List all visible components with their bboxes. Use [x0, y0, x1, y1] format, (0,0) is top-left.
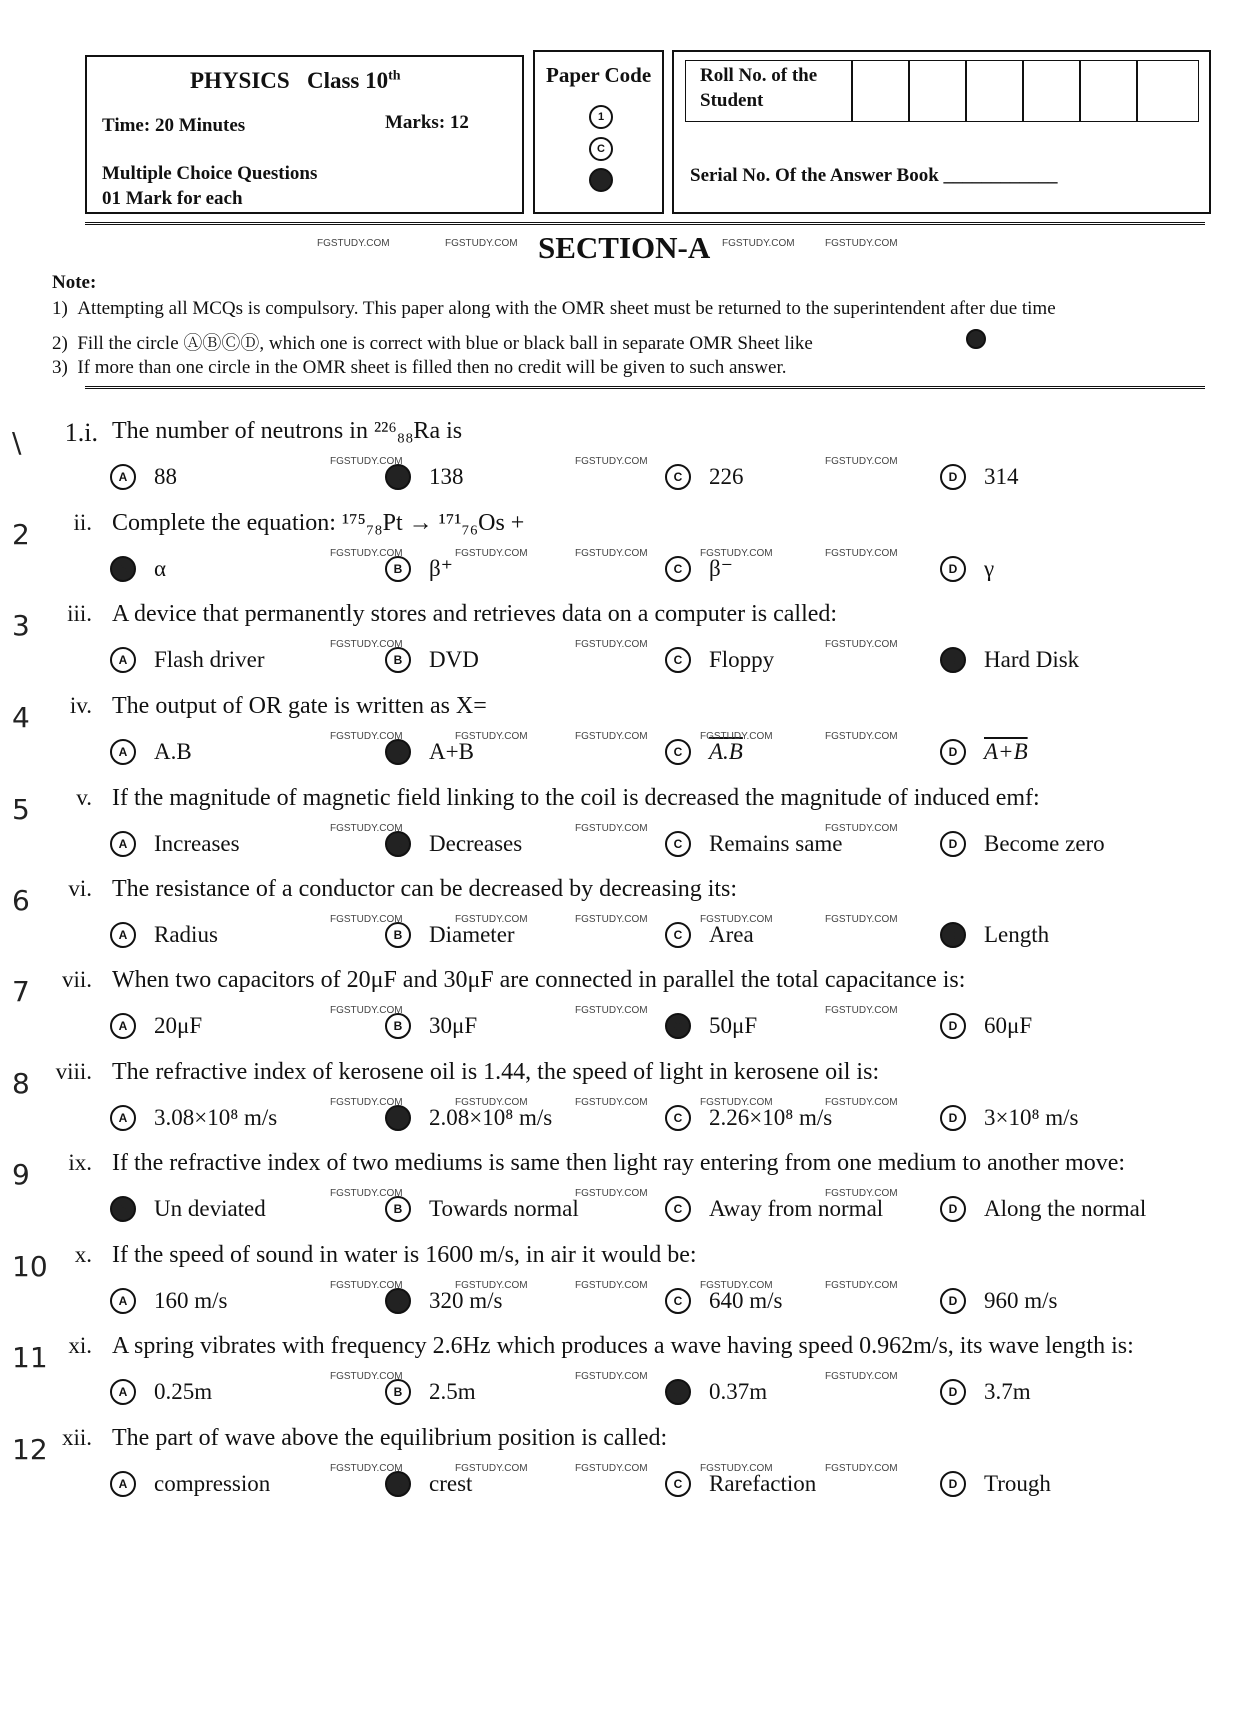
option-d[interactable] [940, 739, 1028, 765]
option-b[interactable] [385, 1105, 552, 1131]
watermark: FGSTUDY.COM [575, 1188, 648, 1199]
watermark: FGSTUDY.COM [722, 238, 795, 249]
option-circle-icon[interactable]: D [940, 1196, 966, 1222]
option-c[interactable] [665, 739, 743, 765]
option-b[interactable] [385, 922, 515, 948]
note-item-2: 2) Fill the circle ⒶⒷⒸⒹ, which one is correct with blue or black ball in separate OMR Sheet like [52, 333, 813, 354]
option-label: Become zero [984, 831, 1105, 856]
option-d[interactable] [940, 1105, 1078, 1131]
option-label: Un deviated [154, 1196, 266, 1221]
option-circle-icon[interactable]: A [110, 1288, 136, 1314]
option-label: Rarefaction [709, 1471, 817, 1496]
option-circle-icon[interactable]: B [385, 922, 411, 948]
question-number: xi. [68, 1333, 92, 1358]
handwritten-mark: 5 [12, 793, 30, 826]
option-label: 88 [154, 464, 177, 489]
watermark: FGSTUDY.COM [825, 1463, 898, 1474]
watermark: FGSTUDY.COM [575, 548, 648, 559]
note-rule [85, 386, 1205, 389]
option-c[interactable] [665, 922, 754, 948]
option-label: Decreases [429, 831, 523, 856]
option-label: 60μF [984, 1013, 1033, 1038]
question-number: iii. [67, 601, 92, 626]
watermark: FGSTUDY.COM [825, 456, 898, 467]
watermark: FGSTUDY.COM [455, 1463, 528, 1474]
option-a[interactable] [110, 1379, 212, 1405]
option-label: Increases [154, 831, 240, 856]
handwritten-mark: \ [12, 426, 22, 459]
question-text: A spring vibrates with frequency 2.6Hz which produces a wave having speed 0.962m/s, its wave length is: [112, 1333, 1134, 1359]
paper-code-label: Paper Code [546, 63, 652, 87]
option-label: α [154, 556, 167, 581]
option-label: 320 m/s [429, 1288, 503, 1313]
top-rule [85, 222, 1205, 225]
question-text: If the speed of sound in water is 1600 m/s, in air it would be: [112, 1242, 697, 1268]
question-text: The part of wave above the equilibrium position is called: [112, 1425, 668, 1451]
watermark: FGSTUDY.COM [330, 731, 403, 742]
question-text: Complete the equation: ¹⁷⁵₇₈Pt → ¹⁷¹₇₆Os + [112, 510, 525, 536]
option-label: 2.5m [429, 1379, 476, 1404]
mcq-line1: Multiple Choice Questions [102, 163, 318, 184]
watermark: FGSTUDY.COM [575, 1097, 648, 1108]
option-label: β⁺ [429, 556, 453, 581]
option-circle-icon[interactable]: A [110, 1013, 136, 1039]
option-circle-icon[interactable]: C [665, 1013, 691, 1039]
option-circle-icon[interactable]: D [940, 1288, 966, 1314]
option-label: A.B [709, 739, 743, 764]
option-circle-icon[interactable]: B [385, 556, 411, 582]
subject-title: PHYSICS Class 10th [190, 68, 401, 93]
option-label: 50μF [709, 1013, 758, 1038]
option-circle-icon[interactable]: D [940, 831, 966, 857]
option-label: 0.37m [709, 1379, 768, 1404]
option-circle-icon[interactable]: A [110, 831, 136, 857]
handwritten-mark: 6 [12, 884, 30, 917]
option-circle-icon[interactable]: A [110, 1379, 136, 1405]
option-a[interactable] [110, 647, 265, 673]
roll-cell-4[interactable] [1023, 60, 1080, 122]
option-d[interactable] [940, 1288, 1057, 1314]
option-circle-icon[interactable]: D [940, 739, 966, 765]
option-circle-icon[interactable]: D [940, 1471, 966, 1497]
watermark: FGSTUDY.COM [330, 548, 403, 559]
option-label: Hard Disk [984, 647, 1080, 672]
question-text: When two capacitors of 20μF and 30μF are connected in parallel the total capacitance is: [112, 967, 966, 993]
option-circle-icon[interactable]: C [665, 647, 691, 673]
option-circle-icon[interactable]: C [665, 739, 691, 765]
option-circle-icon[interactable]: D [940, 556, 966, 582]
option-c[interactable] [665, 1013, 757, 1039]
watermark: FGSTUDY.COM [575, 731, 648, 742]
watermark: FGSTUDY.COM [825, 1097, 898, 1108]
roll-cell-5[interactable] [1080, 60, 1137, 122]
option-a[interactable] [110, 464, 177, 490]
option-a[interactable] [110, 1105, 277, 1131]
option-d[interactable] [940, 464, 1019, 490]
option-circle-icon[interactable]: C [665, 464, 691, 490]
option-b[interactable] [385, 464, 464, 490]
option-circle-icon[interactable]: B [385, 647, 411, 673]
option-c[interactable] [665, 1288, 782, 1314]
option-circle-icon[interactable]: C [665, 556, 691, 582]
watermark: FGSTUDY.COM [825, 548, 898, 559]
option-label: A+B [429, 739, 474, 764]
option-d[interactable] [940, 1196, 1146, 1222]
watermark: FGSTUDY.COM [575, 823, 648, 834]
option-circle-icon[interactable]: C [665, 1196, 691, 1222]
option-circle-icon[interactable]: D [940, 1105, 966, 1131]
watermark: FGSTUDY.COM [330, 456, 403, 467]
handwritten-mark: 3 [12, 609, 30, 642]
watermark: FGSTUDY.COM [700, 1097, 773, 1108]
question-text: If the refractive index of two mediums is same then light ray entering from one medium to another move: [112, 1150, 1126, 1176]
watermark: FGSTUDY.COM [825, 1280, 898, 1291]
option-label: γ [984, 556, 995, 581]
question-number: xii. [61, 1425, 92, 1450]
question-number: ix. [68, 1150, 92, 1175]
time-label: Time: 20 Minutes [102, 115, 246, 136]
option-label: A+B [984, 739, 1028, 764]
roll-cell-1[interactable] [852, 60, 909, 122]
section-title: SECTION-A [538, 230, 711, 265]
option-label: 3.08×10⁸ m/s [154, 1105, 278, 1130]
watermark: FGSTUDY.COM [575, 1280, 648, 1291]
watermark: FGSTUDY.COM [455, 548, 528, 559]
option-circle-icon[interactable]: B [385, 1379, 411, 1405]
option-circle-icon[interactable]: B [385, 1013, 411, 1039]
option-label: 2.08×10⁸ m/s [429, 1105, 553, 1130]
option-circle-icon[interactable]: C [665, 831, 691, 857]
option-circle-icon[interactable]: B [385, 739, 411, 765]
roll-cell-6[interactable] [1137, 60, 1199, 122]
option-d[interactable] [940, 1471, 1051, 1497]
watermark: FGSTUDY.COM [700, 914, 773, 925]
option-label: crest [429, 1471, 473, 1496]
option-b[interactable] [385, 1471, 472, 1497]
watermark: FGSTUDY.COM [700, 1463, 773, 1474]
option-label: Towards normal [429, 1196, 579, 1221]
option-circle-icon[interactable]: A [110, 1105, 136, 1131]
option-label: 0.25m [154, 1379, 213, 1404]
watermark: FGSTUDY.COM [575, 639, 648, 650]
option-a[interactable] [110, 1196, 266, 1222]
watermark: FGSTUDY.COM [575, 1005, 648, 1016]
option-d[interactable] [940, 922, 1049, 948]
watermark: FGSTUDY.COM [330, 1280, 403, 1291]
option-label: DVD [429, 647, 479, 672]
watermark: FGSTUDY.COM [330, 1188, 403, 1199]
option-circle-icon[interactable]: A [110, 922, 136, 948]
question-text: A device that permanently stores and retrieves data on a computer is called: [112, 601, 838, 627]
watermark: FGSTUDY.COM [330, 823, 403, 834]
option-c[interactable] [665, 464, 744, 490]
option-b[interactable] [385, 1196, 579, 1222]
option-label: 138 [429, 464, 464, 489]
option-circle-icon[interactable]: C [665, 1471, 691, 1497]
option-c[interactable] [665, 1379, 767, 1405]
question-number: 1.i. [64, 418, 98, 447]
note-item-3: 3) If more than one circle in the OMR sheet is filled then no credit will be given to such answer. [52, 357, 787, 378]
option-d[interactable] [940, 1379, 1031, 1405]
option-label: 640 m/s [709, 1288, 783, 1313]
option-label: β⁻ [709, 556, 733, 581]
question-number: v. [76, 785, 92, 810]
option-label: 960 m/s [984, 1288, 1058, 1313]
watermark: FGSTUDY.COM [455, 1097, 528, 1108]
option-label: Along the normal [984, 1196, 1147, 1221]
question-number: iv. [69, 693, 92, 718]
option-label: Away from normal [709, 1196, 884, 1221]
option-c[interactable] [665, 556, 733, 582]
roll-label-2: Student [700, 90, 764, 111]
question-number: vi. [68, 876, 92, 901]
option-circle-icon[interactable]: C [665, 1105, 691, 1131]
roll-label-1: Roll No. of the [700, 65, 818, 86]
watermark: FGSTUDY.COM [330, 1371, 403, 1382]
option-d[interactable] [940, 556, 994, 582]
option-label: Remains same [709, 831, 843, 856]
option-a[interactable] [110, 922, 218, 948]
option-circle-icon[interactable]: D [940, 1379, 966, 1405]
option-circle-icon[interactable]: B [385, 1196, 411, 1222]
handwritten-mark: 9 [12, 1158, 30, 1191]
watermark: FGSTUDY.COM [330, 1005, 403, 1016]
watermark: FGSTUDY.COM [825, 238, 898, 249]
option-b[interactable] [385, 1013, 477, 1039]
watermark: FGSTUDY.COM [700, 731, 773, 742]
option-label: 226 [709, 464, 744, 489]
option-b[interactable] [385, 739, 474, 765]
filled-circle-example [966, 329, 986, 349]
question-text: The refractive index of kerosene oil is 1.44, the speed of light in kerosene oil is: [112, 1059, 880, 1085]
option-a[interactable] [110, 1471, 270, 1497]
option-circle-icon[interactable]: D [940, 647, 966, 673]
watermark: FGSTUDY.COM [575, 1371, 648, 1382]
watermark: FGSTUDY.COM [575, 456, 648, 467]
option-c[interactable] [665, 1196, 883, 1222]
option-a[interactable] [110, 556, 166, 582]
option-c[interactable] [665, 1471, 816, 1497]
option-circle-icon[interactable]: A [110, 647, 136, 673]
watermark: FGSTUDY.COM [317, 238, 390, 249]
note-label: Note: [52, 272, 97, 293]
watermark: FGSTUDY.COM [330, 639, 403, 650]
question-number: ii. [73, 510, 92, 535]
watermark: FGSTUDY.COM [700, 1280, 773, 1291]
option-label: Radius [154, 922, 218, 947]
watermark: FGSTUDY.COM [825, 731, 898, 742]
paper-code-option-3[interactable]: ● [589, 168, 613, 192]
watermark: FGSTUDY.COM [825, 639, 898, 650]
option-b[interactable] [385, 556, 453, 582]
paper-code-option-1[interactable]: 1 [589, 105, 613, 129]
roll-cell-2[interactable] [909, 60, 966, 122]
option-c[interactable] [665, 647, 774, 673]
option-circle-icon[interactable]: C [665, 922, 691, 948]
option-circle-icon[interactable]: B [385, 464, 411, 490]
watermark: FGSTUDY.COM [825, 823, 898, 834]
watermark: FGSTUDY.COM [575, 914, 648, 925]
option-c[interactable] [665, 831, 843, 857]
option-label: 30μF [429, 1013, 478, 1038]
option-circle-icon[interactable]: A [110, 1196, 136, 1222]
paper-code-option-2[interactable]: C [589, 137, 613, 161]
option-label: 3.7m [984, 1379, 1031, 1404]
option-b[interactable] [385, 831, 522, 857]
watermark: FGSTUDY.COM [455, 914, 528, 925]
option-label: Flash driver [154, 647, 265, 672]
marks-label: Marks: 12 [385, 112, 469, 133]
option-a[interactable] [110, 1013, 202, 1039]
option-circle-icon[interactable]: B [385, 1471, 411, 1497]
option-circle-icon[interactable]: D [940, 464, 966, 490]
option-a[interactable] [110, 831, 240, 857]
option-circle-icon[interactable]: D [940, 1013, 966, 1039]
watermark: FGSTUDY.COM [455, 1280, 528, 1291]
option-circle-icon[interactable]: A [110, 739, 136, 765]
option-circle-icon[interactable]: C [665, 1379, 691, 1405]
option-label: Floppy [709, 647, 775, 672]
option-circle-icon[interactable]: B [385, 1105, 411, 1131]
question-number: vii. [61, 967, 92, 992]
option-label: 3×10⁸ m/s [984, 1105, 1079, 1130]
option-label: compression [154, 1471, 271, 1496]
watermark: FGSTUDY.COM [330, 914, 403, 925]
serial-label: Serial No. Of the Answer Book ____________ [690, 165, 1058, 186]
option-a[interactable] [110, 739, 192, 765]
option-d[interactable] [940, 831, 1105, 857]
watermark: FGSTUDY.COM [825, 1371, 898, 1382]
watermark: FGSTUDY.COM [825, 1005, 898, 1016]
watermark: FGSTUDY.COM [825, 1188, 898, 1199]
watermark: FGSTUDY.COM [330, 1097, 403, 1108]
watermark: FGSTUDY.COM [455, 731, 528, 742]
handwritten-mark: 12 [12, 1433, 48, 1466]
option-label: 314 [984, 464, 1019, 489]
option-circle-icon[interactable]: A [110, 1471, 136, 1497]
question-number: x. [74, 1242, 92, 1267]
handwritten-mark: 10 [12, 1250, 48, 1283]
watermark: FGSTUDY.COM [575, 1463, 648, 1474]
question-text: If the magnitude of magnetic field linking to the coil is decreased the magnitude of induced emf: [112, 785, 1040, 811]
handwritten-mark: 7 [12, 975, 30, 1008]
mcq-line2: 01 Mark for each [102, 188, 243, 209]
question-text: The output of OR gate is written as X= [112, 693, 487, 719]
option-b[interactable] [385, 1288, 502, 1314]
handwritten-mark: 4 [12, 701, 30, 734]
option-circle-icon[interactable]: C [665, 1288, 691, 1314]
handwritten-mark: 2 [12, 518, 30, 551]
question-text: The resistance of a conductor can be decreased by decreasing its: [112, 876, 738, 902]
option-label: 2.26×10⁸ m/s [709, 1105, 833, 1130]
option-c[interactable] [665, 1105, 832, 1131]
roll-cell-3[interactable] [966, 60, 1023, 122]
watermark: FGSTUDY.COM [330, 1463, 403, 1474]
option-d[interactable] [940, 647, 1079, 673]
option-circle-icon[interactable]: D [940, 922, 966, 948]
option-circle-icon[interactable]: B [385, 1288, 411, 1314]
option-d[interactable] [940, 1013, 1032, 1039]
handwritten-mark: 11 [12, 1341, 48, 1374]
watermark: FGSTUDY.COM [445, 238, 518, 249]
option-b[interactable] [385, 1379, 476, 1405]
option-b[interactable] [385, 647, 479, 673]
option-label: Diameter [429, 922, 515, 947]
option-label: A.B [154, 739, 192, 764]
option-a[interactable] [110, 1288, 227, 1314]
option-label: 20μF [154, 1013, 203, 1038]
option-label: 160 m/s [154, 1288, 228, 1313]
option-circle-icon[interactable]: B [385, 831, 411, 857]
handwritten-mark: 8 [12, 1067, 30, 1100]
option-label: Trough [984, 1471, 1051, 1496]
option-label: Area [709, 922, 754, 947]
option-label: Length [984, 922, 1050, 947]
note-item-1: 1) Attempting all MCQs is compulsory. This paper along with the OMR sheet must be returned to the superintendent after due time [52, 298, 1056, 319]
watermark: FGSTUDY.COM [700, 548, 773, 559]
option-circle-icon[interactable]: A [110, 464, 136, 490]
option-circle-icon[interactable]: A [110, 556, 136, 582]
question-number: viii. [55, 1059, 92, 1084]
watermark: FGSTUDY.COM [825, 914, 898, 925]
question-text: The number of neutrons in ²²⁶₈₈Ra is [112, 418, 463, 444]
